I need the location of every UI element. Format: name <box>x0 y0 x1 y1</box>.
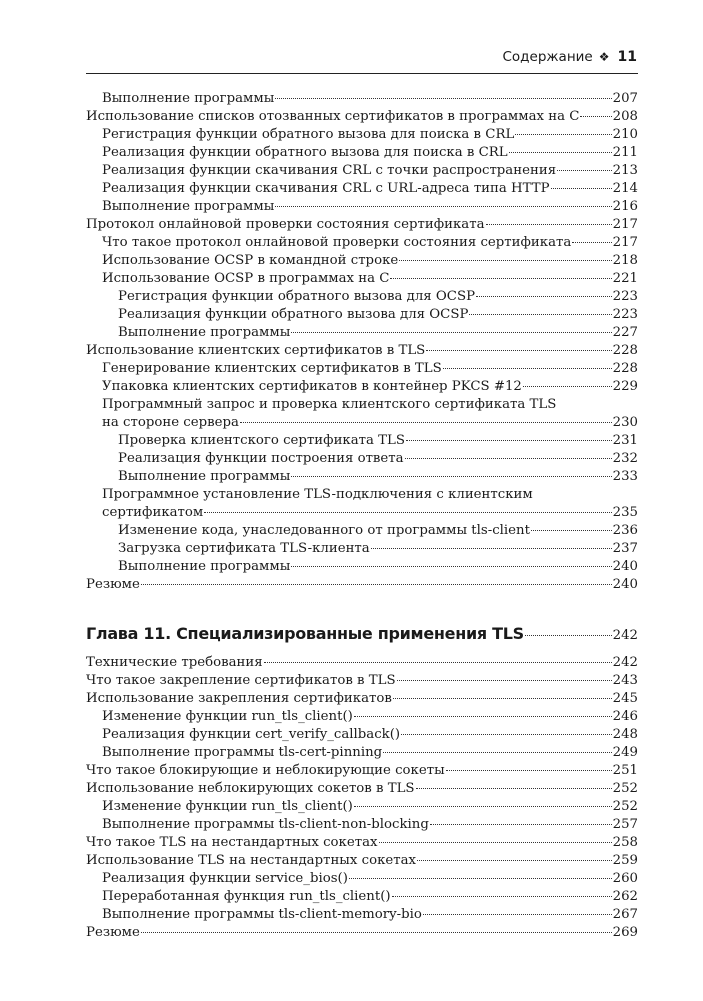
toc-entry[interactable] <box>86 870 638 888</box>
toc-entry-page: 221 <box>612 271 638 286</box>
toc-entry-continuation: на стороне сервера <box>102 415 239 430</box>
dot-leader <box>515 133 611 135</box>
dot-leader <box>275 97 611 99</box>
toc-entry-page: 243 <box>612 673 638 688</box>
header-rule <box>86 73 638 74</box>
dot-leader <box>141 583 612 585</box>
toc-entry-text: Резюме <box>86 577 140 592</box>
toc-entry-page: 269 <box>612 925 638 940</box>
toc-entry-text: Реализация функции service_bios() <box>102 871 348 886</box>
toc-entry-text: Упаковка клиентских сертификатов в контейнер PKCS #12 <box>102 379 522 394</box>
toc-entry-text: Переработанная функция run_tls_client() <box>102 889 391 904</box>
chapter-page: 242 <box>612 628 638 643</box>
toc-entry-text[interactable]: Программный запрос и проверка клиентского сертификата TLS <box>102 397 557 412</box>
page-number: 11 <box>617 49 637 65</box>
toc-entry[interactable] <box>86 90 638 108</box>
toc-entry-page: 218 <box>612 253 638 268</box>
toc-entry-text: Проверка клиентского сертификата TLS <box>118 433 405 448</box>
toc-entry[interactable] <box>86 834 638 852</box>
toc-entry-page: 214 <box>612 181 638 196</box>
toc-entry[interactable] <box>86 468 638 486</box>
dot-leader <box>379 841 612 843</box>
toc-entry-page: 208 <box>612 109 638 124</box>
dot-leader <box>399 259 611 261</box>
toc-entry[interactable] <box>86 414 638 432</box>
toc-entry-page: 228 <box>612 343 638 358</box>
toc-entry-text: Реализация функции скачивания CRL с точки распространения <box>102 163 557 178</box>
toc-entry-page: 242 <box>612 655 638 670</box>
toc-entry-page: 207 <box>612 91 638 106</box>
toc-entry-text: Изменение функции run_tls_client() <box>102 709 353 724</box>
toc-entry-text: Использование TLS на нестандартных сокетах <box>86 853 417 868</box>
toc-entry[interactable] <box>86 234 638 252</box>
toc-entry-page: 217 <box>612 235 638 250</box>
toc-entry-continuation: сертификатом <box>102 505 204 520</box>
toc-entry[interactable] <box>86 216 638 234</box>
toc-entry-text: Реализация функции построения ответа <box>118 451 404 466</box>
toc-entry[interactable] <box>86 888 638 906</box>
dot-leader <box>240 421 612 423</box>
toc-entry-text: Использование неблокирующих сокетов в TLS <box>86 781 415 796</box>
dot-leader <box>580 115 611 117</box>
toc-entry-page: 230 <box>612 415 638 430</box>
dot-leader <box>417 859 612 861</box>
dot-leader <box>486 223 612 225</box>
toc-entry-text: Использование закрепления сертификатов <box>86 691 392 706</box>
running-header <box>503 49 638 65</box>
toc-entry[interactable] <box>86 672 638 690</box>
toc-entry-text: Реализация функции скачивания CRL с URL-адреса типа HTTP <box>102 181 550 196</box>
toc-entry-text: Использование OCSP в командной строке <box>102 253 399 268</box>
toc-entry[interactable] <box>86 558 638 576</box>
toc-entry-text: Использование списков отозванных сертификатов в программах на C <box>86 109 580 124</box>
toc-entry-page: 233 <box>612 469 638 484</box>
toc-entry-text: Изменение кода, унаследованного от программы tls-client <box>118 523 530 538</box>
dot-leader <box>401 733 612 735</box>
toc-entry[interactable] <box>86 306 638 324</box>
toc-entry-page: 236 <box>612 523 638 538</box>
dot-leader <box>523 385 612 387</box>
toc-entry-page: 252 <box>612 799 638 814</box>
toc-entry-page: 211 <box>612 145 638 160</box>
dot-leader <box>354 805 612 807</box>
dot-leader <box>509 151 612 153</box>
toc-entry[interactable] <box>86 378 638 396</box>
toc-entry-text: Реализация функции обратного вызова для OCSP <box>118 307 469 322</box>
section-title: Содержание <box>502 49 593 65</box>
toc-entry-text: Технические требования <box>86 655 263 670</box>
dot-leader <box>291 565 611 567</box>
toc-entry[interactable] <box>86 504 638 522</box>
toc-entry[interactable] <box>86 540 638 558</box>
toc-entry-text: Протокол онлайновой проверки состояния сертификата <box>86 217 485 232</box>
toc-entry[interactable] <box>86 654 638 672</box>
toc-entry-text: Что такое закрепление сертификатов в TLS <box>86 673 396 688</box>
toc-entry-text: Реализация функции обратного вызова для поиска в CRL <box>102 145 508 160</box>
toc-entry-text: Выполнение программы <box>102 91 275 106</box>
toc-entry[interactable] <box>86 576 638 594</box>
dot-leader <box>264 661 612 663</box>
toc-entry[interactable] <box>86 144 638 162</box>
dot-leader <box>397 679 612 681</box>
toc-entry-page: 235 <box>612 505 638 520</box>
dot-leader <box>392 895 612 897</box>
dot-leader <box>141 931 612 933</box>
toc-entry-text: Регистрация функции обратного вызова для OCSP <box>118 289 476 304</box>
dot-leader <box>430 823 612 825</box>
toc-entry[interactable] <box>86 690 638 708</box>
toc-entry-page: 260 <box>612 871 638 886</box>
toc-entry-text: Изменение функции run_tls_client() <box>102 799 353 814</box>
toc-entry[interactable] <box>86 726 638 744</box>
dot-leader <box>572 241 611 243</box>
dot-leader <box>423 913 612 915</box>
separator-diamond-icon: ❖ <box>598 50 610 64</box>
toc-entry[interactable] <box>86 522 638 540</box>
toc-entry-text: Выполнение программы <box>102 199 275 214</box>
toc-entry-text: Загрузка сертификата TLS-клиента <box>118 541 370 556</box>
toc-entry[interactable] <box>86 360 638 378</box>
toc-entry-page: 217 <box>612 217 638 232</box>
toc-entry-page: 259 <box>612 853 638 868</box>
toc-entry[interactable] <box>86 780 638 798</box>
toc-entry-page: 249 <box>612 745 638 760</box>
toc-entry[interactable] <box>86 924 638 942</box>
toc-entry-text[interactable]: Программное установление TLS-подключения с клиентским <box>102 487 533 502</box>
toc-entry-page: 213 <box>612 163 638 178</box>
dot-leader <box>291 475 611 477</box>
toc-entry[interactable] <box>86 450 638 468</box>
dot-leader <box>476 295 612 297</box>
toc-entry-page: 228 <box>612 361 638 376</box>
toc-entry[interactable] <box>86 798 638 816</box>
toc-entry[interactable] <box>86 126 638 144</box>
toc-entry-page: 227 <box>612 325 638 340</box>
toc-entry[interactable] <box>86 288 638 306</box>
dot-leader <box>525 635 612 636</box>
toc-entry-page: 210 <box>612 127 638 142</box>
toc-entry[interactable] <box>86 708 638 726</box>
toc-entry-text: Резюме <box>86 925 140 940</box>
toc-entry-page: 267 <box>612 907 638 922</box>
toc-entry-page: 232 <box>612 451 638 466</box>
toc-entry-page: 229 <box>612 379 638 394</box>
toc-entry[interactable] <box>86 270 638 288</box>
dot-leader <box>393 697 612 699</box>
toc-entry[interactable] <box>86 816 638 834</box>
dot-leader <box>426 349 611 351</box>
toc-entry[interactable] <box>86 180 638 198</box>
toc-entry-page: 252 <box>612 781 638 796</box>
toc-entry[interactable] <box>86 342 638 360</box>
toc-entry-text: Что такое TLS на нестандартных сокетах <box>86 835 378 850</box>
dot-leader <box>469 313 611 315</box>
dot-leader <box>371 547 612 549</box>
toc-entry-text: Использование OCSP в программах на C <box>102 271 390 286</box>
toc-entry-text: Реализация функции cert_verify_callback() <box>102 727 401 742</box>
toc-entry[interactable] <box>86 198 638 216</box>
toc-entry-page: 251 <box>612 763 638 778</box>
dot-leader <box>531 529 612 531</box>
dot-leader <box>390 277 611 279</box>
toc-entry-page: 223 <box>612 289 638 304</box>
toc-entry-text: Выполнение программы <box>118 325 291 340</box>
toc-entry-text: Что такое протокол онлайновой проверки состояния сертификата <box>102 235 572 250</box>
chapter-heading[interactable] <box>86 624 638 643</box>
dot-leader <box>275 205 611 207</box>
toc-section-bottom <box>86 654 638 942</box>
dot-leader <box>405 457 612 459</box>
dot-leader <box>349 877 612 879</box>
dot-leader <box>406 439 612 441</box>
toc-entry-text: Выполнение программы tls-client-non-blocking <box>102 817 429 832</box>
dot-leader <box>551 187 612 189</box>
dot-leader <box>354 715 612 717</box>
toc-entry-text: Что такое блокирующие и неблокирующие сокеты <box>86 763 445 778</box>
dot-leader <box>557 169 612 171</box>
toc-entry-text: Выполнение программы tls-cert-pinning <box>102 745 383 760</box>
toc-entry-text: Генерирование клиентских сертификатов в TLS <box>102 361 442 376</box>
toc-entry-text: Регистрация функции обратного вызова для поиска в CRL <box>102 127 515 142</box>
toc-entry-page: 258 <box>612 835 638 850</box>
toc-entry-page: 237 <box>612 541 638 556</box>
toc-entry-page: 257 <box>612 817 638 832</box>
toc-entry[interactable] <box>86 744 638 762</box>
dot-leader <box>204 511 611 513</box>
dot-leader <box>383 751 611 753</box>
dot-leader <box>291 331 611 333</box>
chapter-title: Глава 11. Специализированные применения TLS <box>86 624 524 643</box>
toc-entry-page: 216 <box>612 199 638 214</box>
toc-entry[interactable] <box>86 906 638 924</box>
toc-entry[interactable] <box>86 762 638 780</box>
toc-entry-page: 245 <box>612 691 638 706</box>
toc-entry-page: 248 <box>612 727 638 742</box>
dot-leader <box>443 367 612 369</box>
toc-section-top <box>86 90 638 594</box>
toc-entry[interactable] <box>86 108 638 126</box>
toc-entry-page: 240 <box>612 577 638 592</box>
toc-entry-text: Выполнение программы <box>118 469 291 484</box>
toc-entry-page: 240 <box>612 559 638 574</box>
toc-entry[interactable] <box>86 162 638 180</box>
dot-leader <box>416 787 612 789</box>
dot-leader <box>446 769 612 771</box>
toc-entry[interactable] <box>86 324 638 342</box>
toc-entry-text: Использование клиентских сертификатов в TLS <box>86 343 426 358</box>
toc-entry[interactable] <box>86 852 638 870</box>
toc-entry-text: Выполнение программы <box>118 559 291 574</box>
toc-entry[interactable] <box>86 432 638 450</box>
toc-entry-text: Выполнение программы tls-client-memory-bio <box>102 907 422 922</box>
toc-entry-page: 223 <box>612 307 638 322</box>
toc-entry-page: 246 <box>612 709 638 724</box>
toc-entry-page: 262 <box>612 889 638 904</box>
toc-entry-page: 231 <box>612 433 638 448</box>
toc-entry[interactable] <box>86 252 638 270</box>
